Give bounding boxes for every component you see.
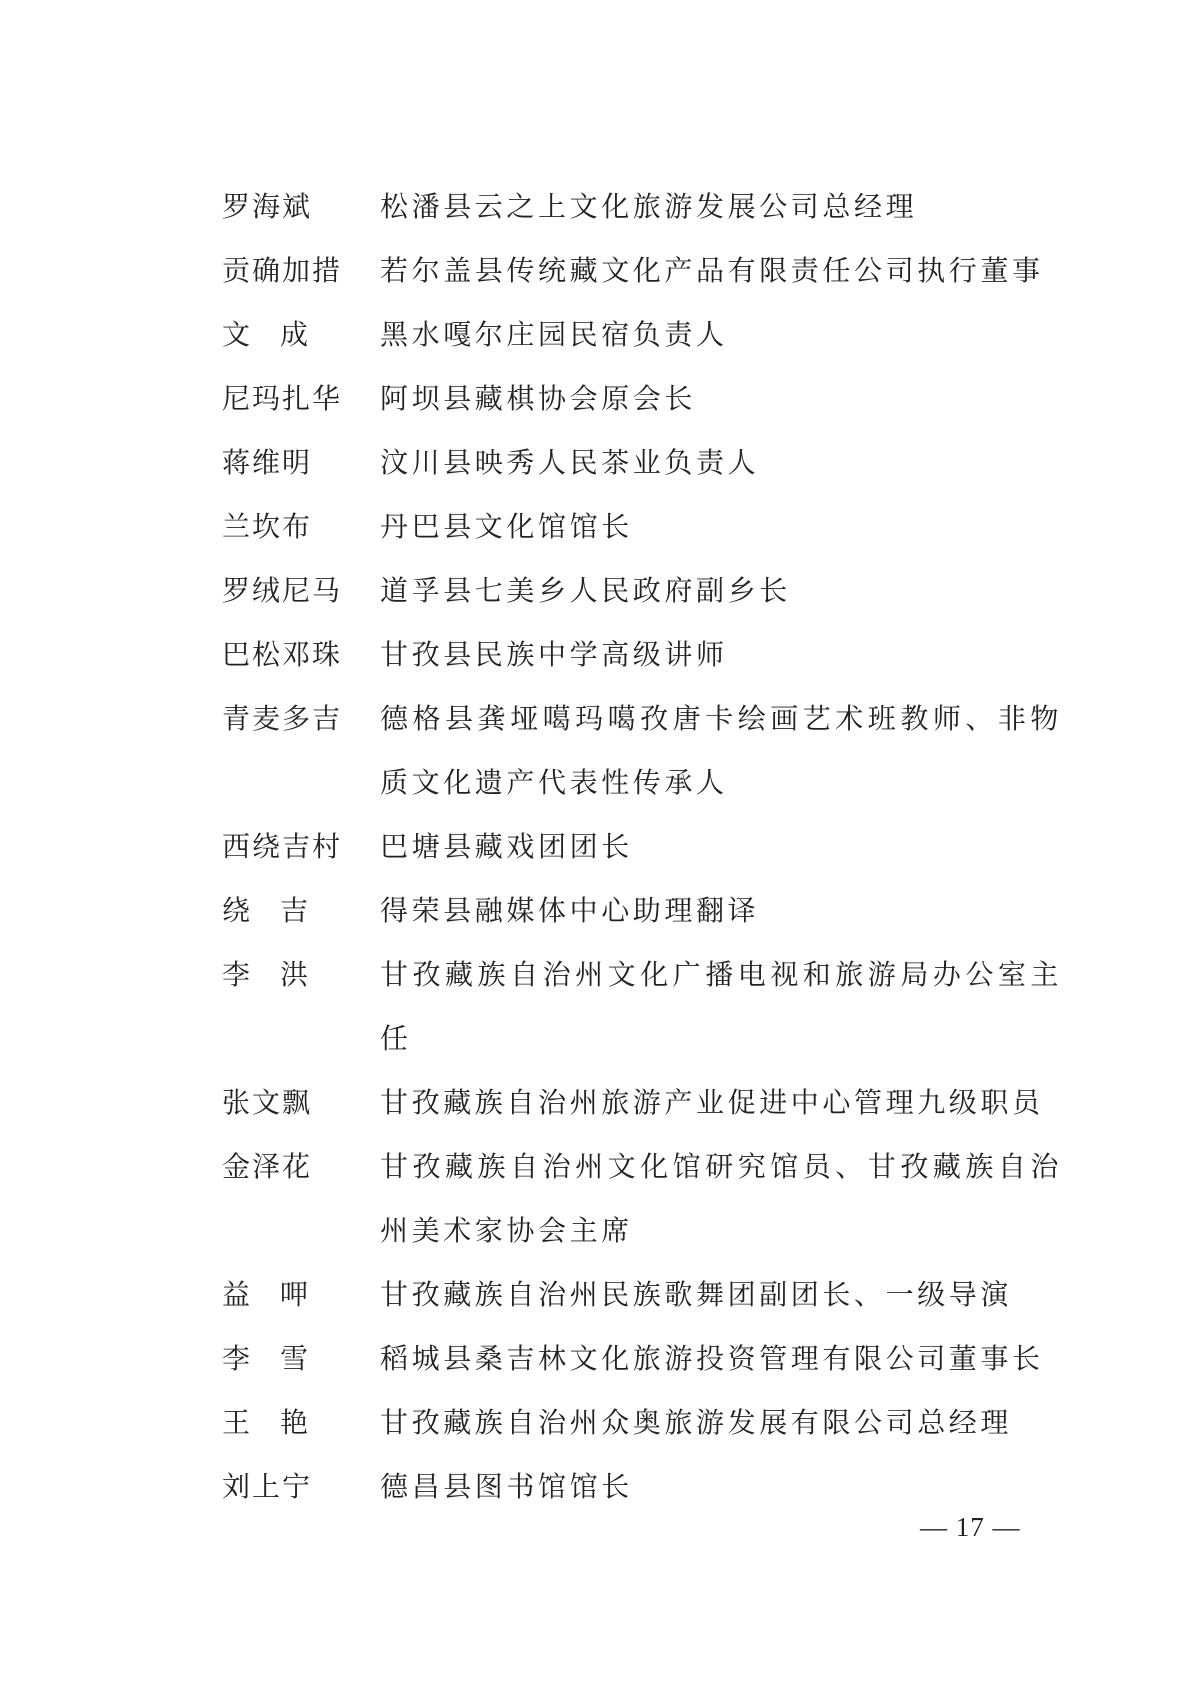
person-role: 黑水嘎尔庄园民宿负责人: [380, 318, 728, 351]
list-item: [222, 623, 1062, 687]
list-item: [222, 1391, 1062, 1455]
list-item: [222, 1135, 1062, 1263]
list-item: [222, 303, 1062, 367]
list-item: [222, 815, 1062, 879]
person-role: 巴塘县藏戏团团长: [380, 830, 633, 863]
list-item: [222, 559, 1062, 623]
person-role: 甘孜藏族自治州民族歌舞团副团长、一级导演: [380, 1278, 1013, 1311]
person-name: 贡确加措: [222, 254, 343, 287]
list-item: [222, 879, 1062, 943]
person-role: 阿坝县藏棋协会原会长: [380, 382, 697, 415]
person-role: 德格县龚垭噶玛噶孜唐卡绘画艺术班教师、非物质文化遗产代表性传承人: [380, 702, 1062, 799]
list-item: [222, 1327, 1062, 1391]
personnel-list: [222, 175, 1062, 1519]
person-role: 得荣县融媒体中心助理翻译: [380, 894, 760, 927]
person-role: 若尔盖县传统藏文化产品有限责任公司执行董事: [380, 254, 1044, 287]
person-name: 益呷: [222, 1278, 339, 1311]
person-role: 汶川县映秀人民茶业负责人: [380, 446, 760, 479]
list-item: [222, 367, 1062, 431]
person-name: 绕吉: [222, 894, 339, 927]
person-name: 兰坎布: [222, 510, 313, 543]
page-number: — 17 —: [920, 1512, 1021, 1542]
person-role: 稻城县桑吉林文化旅游投资管理有限公司董事长: [380, 1342, 1044, 1375]
person-name: 罗绒尼马: [222, 574, 343, 607]
person-name: 蒋维明: [222, 446, 313, 479]
person-name: 李雪: [222, 1342, 339, 1375]
person-role: 甘孜藏族自治州文化馆研究馆员、甘孜藏族自治州美术家协会主席: [380, 1150, 1062, 1247]
person-role: 甘孜藏族自治州文化广播电视和旅游局办公室主任: [380, 958, 1062, 1055]
list-item: [222, 495, 1062, 559]
person-role: 丹巴县文化馆馆长: [380, 510, 633, 543]
person-name: 西绕吉村: [222, 830, 343, 863]
person-name: 文成: [222, 318, 339, 351]
list-item: [222, 1263, 1062, 1327]
list-item: [222, 943, 1062, 1071]
person-name: 刘上宁: [222, 1470, 313, 1503]
person-role: 甘孜藏族自治州旅游产业促进中心管理九级职员: [380, 1086, 1044, 1119]
person-name: 巴松邓珠: [222, 638, 343, 671]
person-name: 金泽花: [222, 1150, 313, 1183]
person-name: 张文飘: [222, 1086, 313, 1119]
person-name: 罗海斌: [222, 190, 313, 223]
list-item: [222, 239, 1062, 303]
list-item: [222, 175, 1062, 239]
list-item: [222, 1455, 1062, 1519]
person-name: 王艳: [222, 1406, 339, 1439]
person-name: 青麦多吉: [222, 702, 343, 735]
person-role: 松潘县云之上文化旅游发展公司总经理: [380, 190, 918, 223]
list-item: [222, 431, 1062, 495]
person-role: 德昌县图书馆馆长: [380, 1470, 633, 1503]
person-role: 甘孜藏族自治州众奥旅游发展有限公司总经理: [380, 1406, 1013, 1439]
person-role: 道孚县七美乡人民政府副乡长: [380, 574, 791, 607]
list-item: [222, 687, 1062, 815]
person-name: 尼玛扎华: [222, 382, 343, 415]
person-name: 李洪: [222, 958, 339, 991]
person-role: 甘孜县民族中学高级讲师: [380, 638, 728, 671]
list-item: [222, 1071, 1062, 1135]
